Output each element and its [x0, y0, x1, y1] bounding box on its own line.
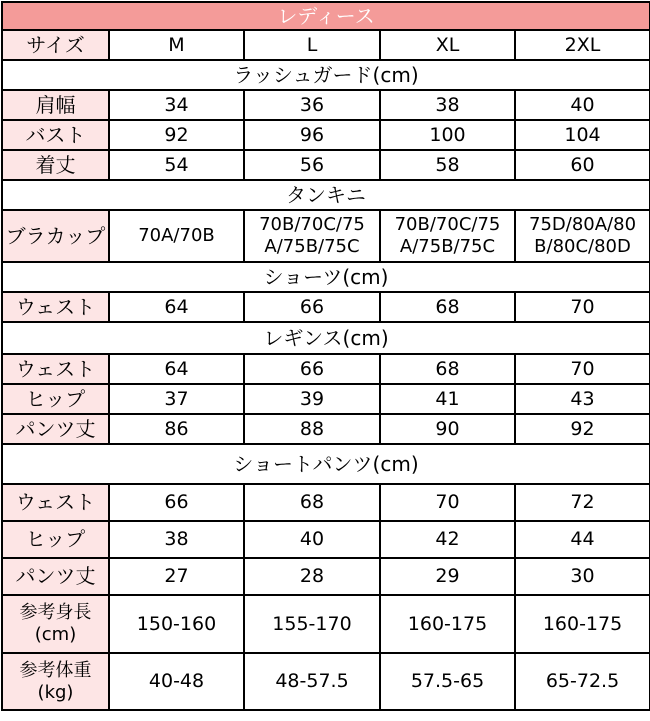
table-row: [2, 558, 650, 595]
size-l: L: [244, 30, 380, 60]
section-header-leggings: レギンス(cm): [2, 322, 650, 354]
ref-unit: (kg): [37, 681, 74, 703]
cell-value: 30: [515, 558, 650, 595]
cell-value: 70: [515, 292, 650, 322]
cell-value: 70: [380, 484, 515, 521]
cell-value: 41: [380, 384, 515, 414]
section-row: [2, 180, 650, 210]
cup-cell: [515, 210, 650, 262]
cell-value: 44: [515, 521, 650, 558]
cell-value: 66: [109, 484, 244, 521]
cell-value: 40: [244, 521, 380, 558]
row-label: ブラカップ: [2, 210, 109, 262]
cell-value: 70: [515, 354, 650, 384]
row-label: ヒップ: [2, 521, 109, 558]
row-label: ウェスト: [2, 484, 109, 521]
cell-value: 68: [380, 292, 515, 322]
cell-value: 88: [244, 414, 380, 444]
cell-value: 100: [380, 120, 515, 150]
cell-value: 66: [244, 292, 380, 322]
cup-line: 70B/70C/75: [394, 214, 501, 235]
cell-value: 27: [109, 558, 244, 595]
cup-line: A/75B/75C: [399, 236, 496, 257]
cell-value: 40-48: [109, 653, 244, 710]
cell-value: 38: [380, 90, 515, 120]
cell-value: 58: [380, 150, 515, 180]
table-row: [2, 384, 650, 414]
size-header-row: [2, 30, 650, 60]
ref-label: 参考体重: [19, 659, 92, 681]
table-row: [2, 653, 650, 710]
cell-value: 29: [380, 558, 515, 595]
row-label: ウェスト: [2, 292, 109, 322]
cup-cell: [109, 210, 244, 262]
cell-value: 42: [380, 521, 515, 558]
table-row: [2, 90, 650, 120]
cup-cell: [244, 210, 380, 262]
cell-value: 64: [109, 354, 244, 384]
cell-value: 92: [515, 414, 650, 444]
row-label: パンツ丈: [2, 414, 109, 444]
row-label: 肩幅: [2, 90, 109, 120]
table-row: [2, 521, 650, 558]
cell-value: 38: [109, 521, 244, 558]
cup-line: 70A/70B: [138, 225, 215, 246]
cell-value: 60: [515, 150, 650, 180]
cell-value: 56: [244, 150, 380, 180]
cell-value: 57.5-65: [380, 653, 515, 710]
cell-value: 155-170: [244, 595, 380, 653]
cell-value: 28: [244, 558, 380, 595]
section-header-rash-guard: ラッシュガード(cm): [2, 60, 650, 90]
cell-value: 39: [244, 384, 380, 414]
cell-value: 68: [380, 354, 515, 384]
section-row: [2, 262, 650, 292]
table-row: [2, 292, 650, 322]
ref-unit: (cm): [34, 624, 77, 645]
cell-value: 86: [109, 414, 244, 444]
cell-value: 90: [380, 414, 515, 444]
cell-value: 37: [109, 384, 244, 414]
row-label: バスト: [2, 120, 109, 150]
cup-line: 70B/70C/75: [259, 214, 365, 235]
table-row: [2, 354, 650, 384]
section-header-short-pants: ショートパンツ(cm): [2, 444, 650, 484]
cell-value: 104: [515, 120, 650, 150]
size-m: M: [109, 30, 244, 60]
table-row: [2, 210, 650, 262]
size-xl: XL: [380, 30, 515, 60]
cup-cell: [380, 210, 515, 262]
title-row: [2, 2, 650, 30]
cup-line: B/80C/80D: [534, 236, 631, 257]
section-row: [2, 60, 650, 90]
cell-value: 160-175: [380, 595, 515, 653]
cell-value: 68: [244, 484, 380, 521]
ref-label: 参考身長: [19, 602, 92, 623]
cell-value: 150-160: [109, 595, 244, 653]
section-header-tankini: タンキニ: [2, 180, 650, 210]
cell-value: 66: [244, 354, 380, 384]
size-chart-table: [1, 1, 650, 711]
cell-value: 54: [109, 150, 244, 180]
cell-value: 34: [109, 90, 244, 120]
cup-line: A/75B/75C: [264, 236, 360, 257]
cell-value: 72: [515, 484, 650, 521]
table-row: [2, 484, 650, 521]
row-label: パンツ丈: [2, 558, 109, 595]
cell-value: 160-175: [515, 595, 650, 653]
size-label: サイズ: [2, 30, 109, 60]
row-label: [2, 653, 109, 710]
section-row: [2, 444, 650, 484]
section-header-shorts: ショーツ(cm): [2, 262, 650, 292]
table-row: [2, 595, 650, 653]
cell-value: 48-57.5: [244, 653, 380, 710]
cell-value: 92: [109, 120, 244, 150]
section-row: [2, 322, 650, 354]
cell-value: 65-72.5: [515, 653, 650, 710]
row-label: 着丈: [2, 150, 109, 180]
table-row: [2, 414, 650, 444]
cell-value: 64: [109, 292, 244, 322]
cell-value: 40: [515, 90, 650, 120]
row-label: [2, 595, 109, 653]
cell-value: 43: [515, 384, 650, 414]
cup-line: 75D/80A/80: [529, 214, 637, 235]
cell-value: 36: [244, 90, 380, 120]
table-title: レディース: [2, 2, 650, 30]
table-row: [2, 120, 650, 150]
cell-value: 96: [244, 120, 380, 150]
row-label: ヒップ: [2, 384, 109, 414]
row-label: ウェスト: [2, 354, 109, 384]
size-2xl: 2XL: [515, 30, 650, 60]
table-row: [2, 150, 650, 180]
